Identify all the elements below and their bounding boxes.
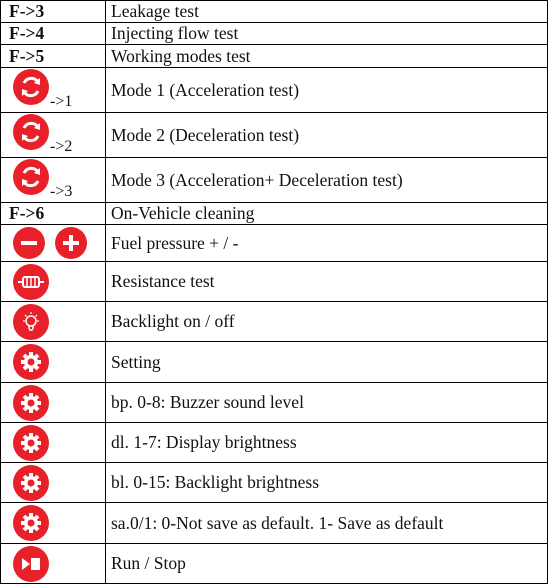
key-cell [1,544,106,584]
table-row [1,262,548,302]
key-cell [1,113,106,158]
description-cell: Run / Stop [106,544,548,584]
description-cell: Setting [106,342,548,383]
description-cell: Backlight on / off [106,302,548,342]
description-cell: bp. 0-8: Buzzer sound level [106,383,548,423]
table-row [1,342,548,383]
resistance-icon [13,264,49,300]
table-row [1,225,548,262]
description-cell: Fuel pressure + / - [106,225,548,262]
description-cell: Mode 2 (Deceleration test) [106,113,548,158]
gear-icon [13,425,49,461]
gear-icon [13,505,49,541]
table-row [1,302,548,342]
description-cell: Leakage test [106,1,548,23]
key-cell [1,158,106,203]
key-cell [1,23,106,45]
table-row [1,423,548,463]
description-cell: Mode 1 (Acceleration test) [106,68,548,113]
key-cell [1,423,106,463]
table-row [1,45,548,68]
gear-icon [13,344,49,380]
lightbulb-icon [13,304,49,340]
table-row [1,68,548,113]
table-row [1,503,548,544]
cycle-arrows-icon [13,69,49,105]
key-label: F->3 [9,1,45,21]
key-label: F->6 [9,203,45,223]
description-cell: Working modes test [106,45,548,68]
mode-suffix: ->3 [50,182,73,200]
gear-icon [13,465,49,501]
cycle-arrows-icon [13,159,49,195]
key-cell [1,225,106,262]
table-row [1,383,548,423]
description-cell: Mode 3 (Acceleration+ Deceleration test) [106,158,548,203]
description-cell: On-Vehicle cleaning [106,203,548,225]
key-cell [1,203,106,225]
key-cell [1,342,106,383]
key-cell [1,302,106,342]
key-label: F->5 [9,45,45,66]
mode-suffix: ->1 [50,92,73,110]
table-row [1,158,548,203]
table-row [1,113,548,158]
description-cell: dl. 1-7: Display brightness [106,423,548,463]
mode-suffix: ->2 [50,137,73,155]
key-cell [1,383,106,423]
minus-icon [13,227,45,259]
run-stop-icon [13,546,49,582]
key-cell [1,463,106,503]
key-cell [1,503,106,544]
description-cell: sa.0/1: 0-Not save as default. 1- Save as default [106,503,548,544]
table-row [1,23,548,45]
description-cell: bl. 0-15: Backlight brightness [106,463,548,503]
gear-icon [13,385,49,421]
key-label: F->4 [9,23,45,43]
description-cell: Resistance test [106,262,548,302]
table-row [1,203,548,225]
plus-icon [55,227,87,259]
description-cell: Injecting flow test [106,23,548,45]
key-cell [1,1,106,23]
table-row [1,544,548,584]
table-row [1,1,548,23]
table-row [1,463,548,503]
key-cell [1,262,106,302]
key-cell [1,45,106,68]
key-cell [1,68,106,113]
cycle-arrows-icon [13,114,49,150]
